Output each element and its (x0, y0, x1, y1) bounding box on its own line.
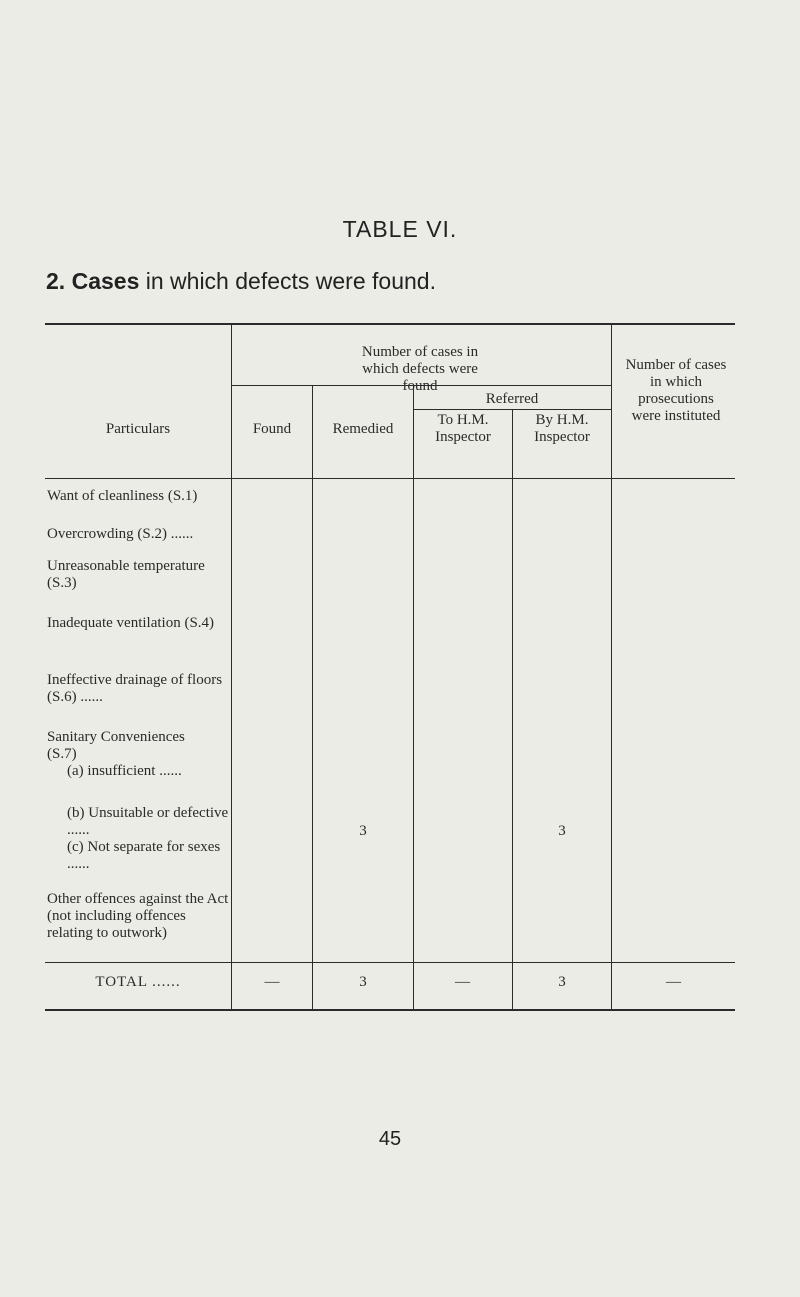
row-label-other-offences: Other offences against the Act (not including offences relating to outwork) (47, 891, 229, 941)
subtitle-number: 2. (46, 268, 66, 294)
header-referred: Referred (485, 391, 539, 407)
header-group: Number of cases in which defects were found (361, 344, 479, 394)
col-rule-2 (312, 385, 313, 1011)
defects-table (45, 323, 735, 1013)
total-by-hm-inspector: 3 (558, 974, 566, 990)
header-to-hm-inspector: To H.M. Inspector (435, 412, 491, 445)
header-prosecutions: Number of cases in which prosecutions were instituted (625, 357, 727, 424)
table-bottom-rule (45, 1009, 735, 1011)
row-label-drainage: Ineffective drainage of floors (S.6) ...... (47, 672, 223, 705)
header-particulars: Particulars (105, 421, 171, 437)
row-label-not-separate: (c) Not separate for sexes ...... (67, 839, 221, 872)
row-label-ventilation: Inadequate ventilation (S.4) (47, 615, 215, 631)
header-by-hm-inspector: By H.M. Inspector (534, 412, 590, 445)
header-found: Found (252, 421, 292, 437)
page-number: 45 (378, 1128, 402, 1150)
subtitle-rest: in which defects were found. (145, 268, 436, 294)
row-label-cleanliness: Want of cleanliness (S.1) (47, 488, 198, 504)
row-label-sanitary: Sanitary Conveniences (S.7) (47, 729, 185, 762)
total-top-rule (45, 962, 735, 963)
total-remedied: 3 (359, 974, 367, 990)
table-title: TABLE VI. (342, 216, 458, 242)
total-to-hm-inspector: — (455, 974, 470, 990)
col-rule-5 (611, 323, 612, 1011)
value-remedied: 3 (359, 823, 367, 839)
table-subtitle (46, 268, 436, 295)
col-rule-3 (413, 385, 414, 1011)
table-top-rule (45, 323, 735, 325)
row-label-overcrowding: Overcrowding (S.2) ...... (47, 526, 194, 542)
total-prosecutions: — (666, 974, 681, 990)
value-by-hm-inspector: 3 (558, 823, 566, 839)
header-remedied: Remedied (332, 421, 394, 437)
header-bottom-rule (45, 478, 735, 479)
total-found: — (264, 974, 280, 990)
row-label-temperature: Unreasonable temperature (S.3) (47, 558, 205, 591)
subtitle-bold: Cases (71, 268, 140, 294)
row-label-unsuitable: (b) Unsuitable or defective ...... (67, 805, 229, 838)
total-label: TOTAL ...... (95, 974, 181, 990)
row-label-insufficient: (a) insufficient ...... (67, 763, 182, 779)
col-rule-4 (512, 409, 513, 1011)
